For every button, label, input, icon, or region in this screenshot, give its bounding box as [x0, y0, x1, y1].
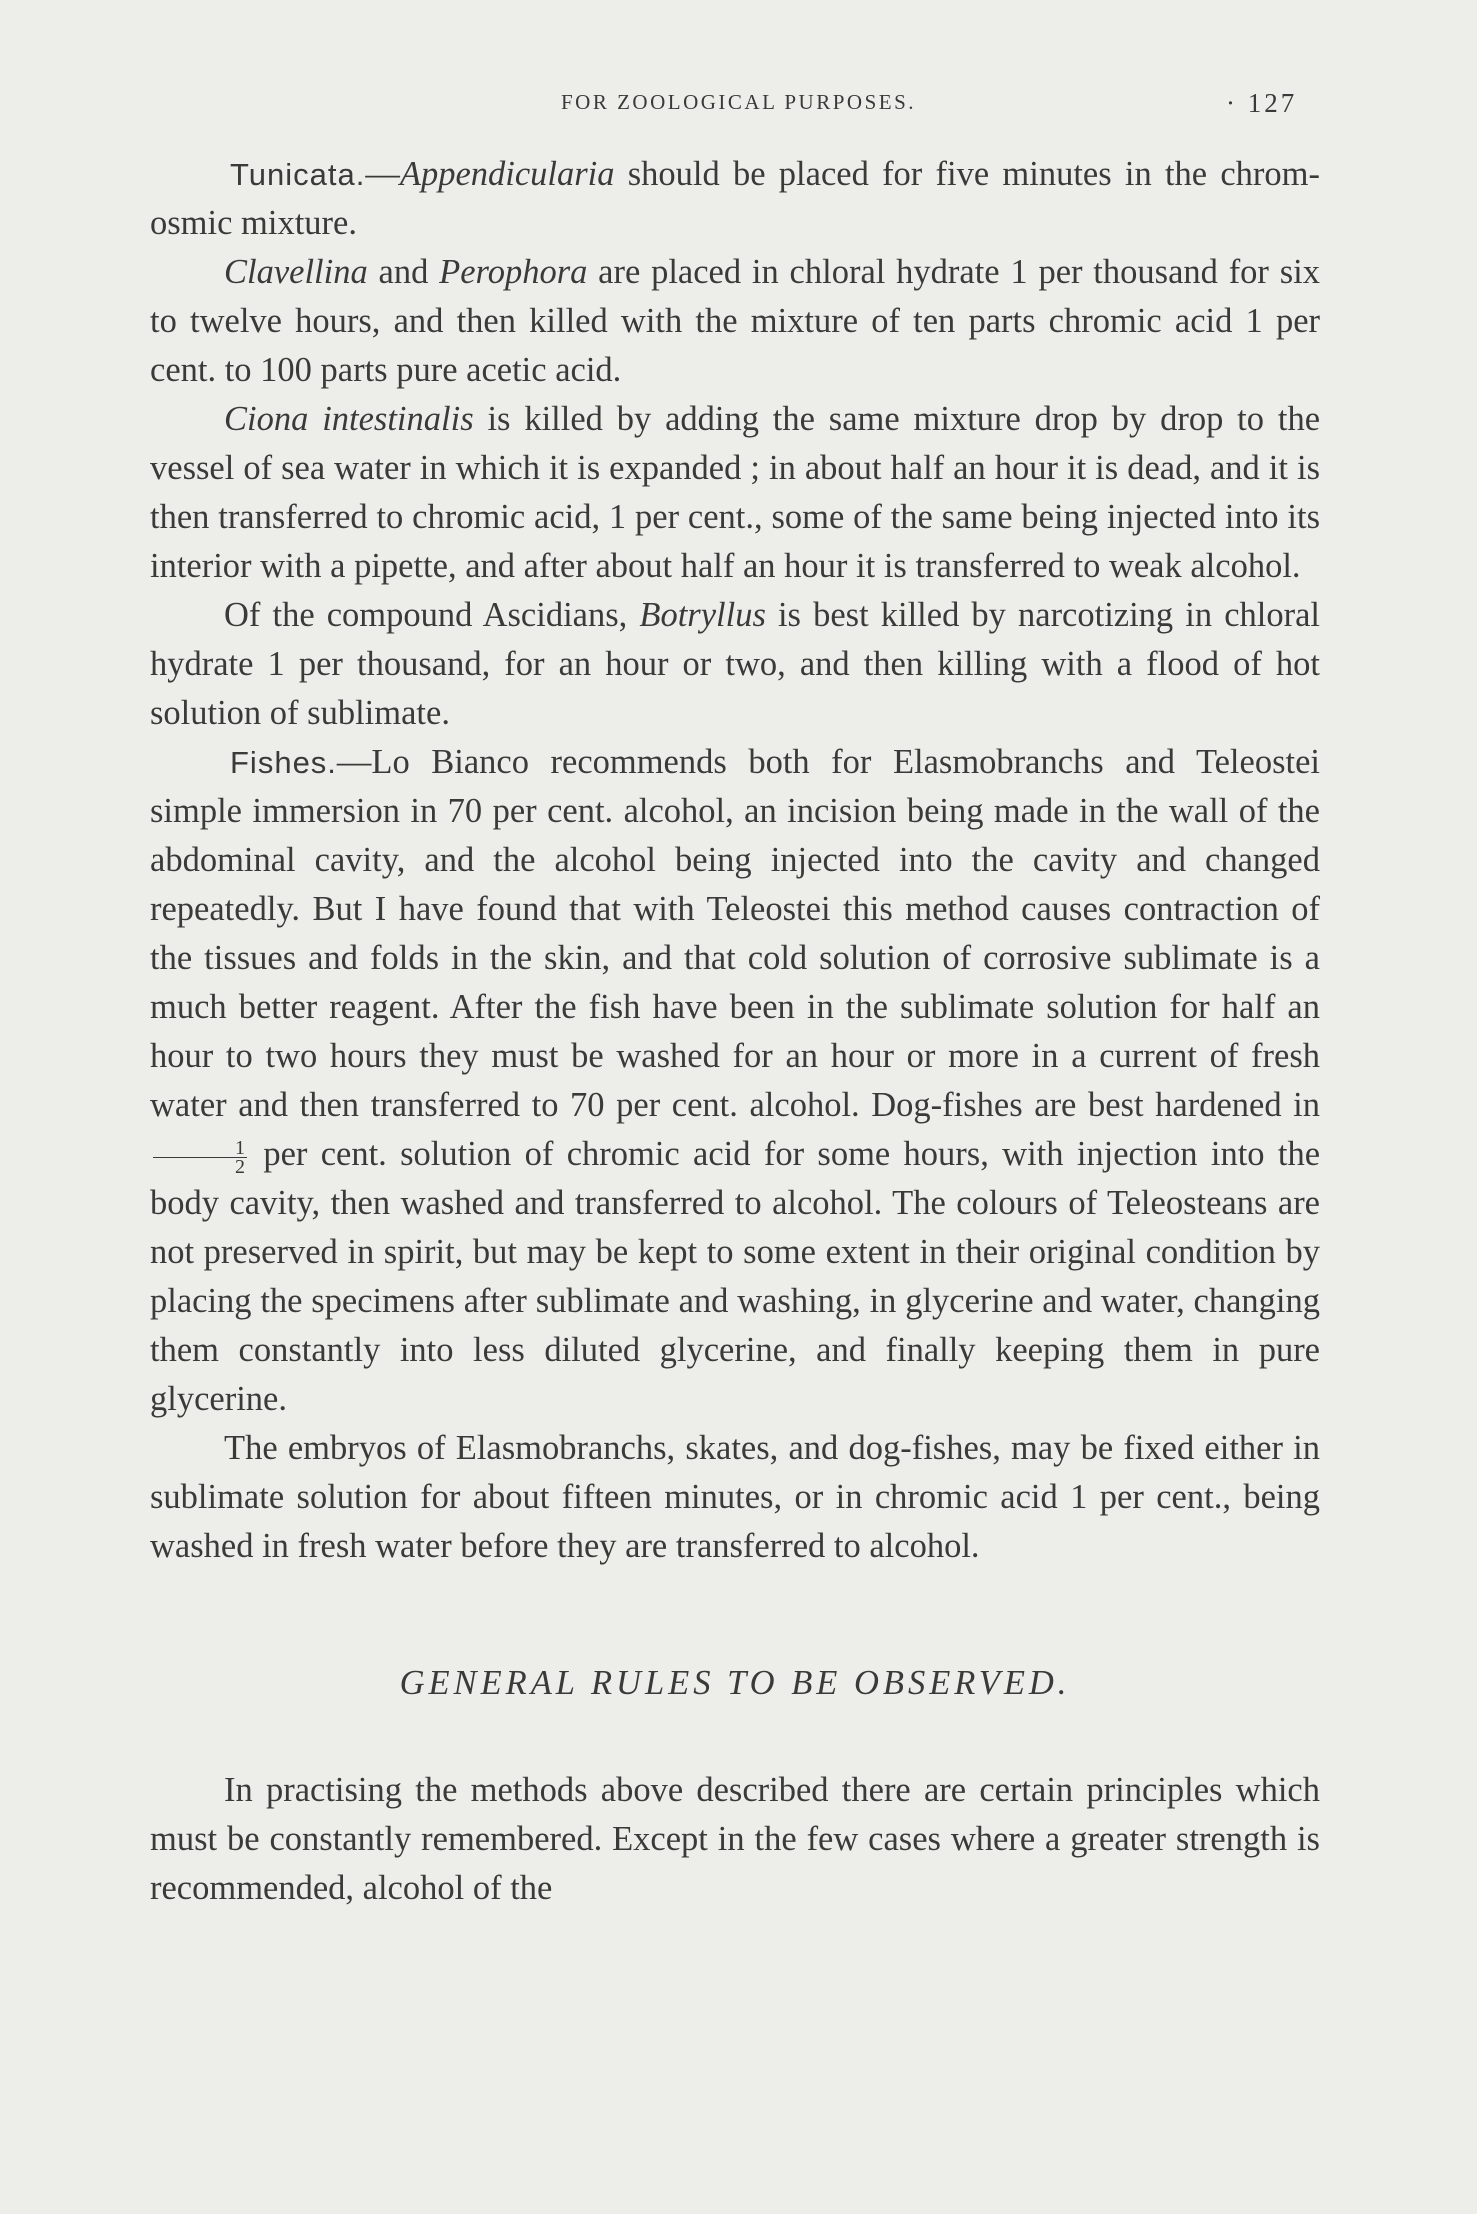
section-lead-tunicata: Tunicata. — [230, 157, 366, 192]
paragraph-text: —Lo Bianco recommends both for Elasmobranchs and Teleostei simple immersion in 70 per cent. alcohol, an incision being made in the wall of the abdominal cavity, and the alcohol being injected into the cavity and changed repeatedly. But I have found that with Teleostei this method causes contraction of the tissues and folds in the skin, and that cold solution of corrosive sublimate is a much better reagent. After the fish have been in the sublimate solution for half an hour to two hours they must be washed for an hour or more in a current of fresh water and then transferred to 70 per cent. alcohol. Dog-fishes are best hardened in — [150, 743, 1320, 1124]
paragraph-text: Of the compound Ascidians, — [224, 596, 640, 634]
paragraph-text: is killed by adding the same mixture drop by drop to the vessel of sea water in which it is expanded ; in about half an hour it is dead, and it is then transferred to chromic acid, 1 per cent., some of the same being injected into its interior with a pipette, and after about half an hour it is transferred to weak alcohol. — [150, 400, 1321, 585]
paragraph-embryos: The embryos of Elasmobranchs, skates, and dog-fishes, may be fixed either in sublimate solution for about fifteen minutes, or in chromic acid 1 per cent., being washed in fresh water before they are transferred to alcohol. — [150, 1429, 1320, 1565]
paragraph-fishes — [150, 738, 1320, 1424]
genus-name: Botryllus — [639, 596, 766, 634]
section-heading: GENERAL RULES TO BE OBSERVED. — [399, 1664, 1071, 1702]
paragraph-text: and — [367, 253, 440, 291]
fraction-numerator: 1 — [153, 1139, 247, 1158]
fraction-denominator: 2 — [235, 1155, 245, 1178]
paragraph-clavellina — [150, 248, 1320, 395]
paragraph-text: should be placed for five minutes in the chrom-osmic mixture. — [150, 155, 1320, 242]
section-lead-fishes: Fishes. — [230, 745, 337, 780]
paragraph-text: is best killed by narcotizing in chloral hydrate 1 per thousand, for an hour or two, and then killing with a flood of hot solution of sublimate. — [150, 596, 1320, 732]
paragraph-tunicata — [150, 150, 1320, 248]
paragraph-general-rules: In practising the methods above described there are certain principles which must be constantly remembered. Except in the few cases where a greater strength is recommended, alcohol of the — [150, 1771, 1320, 1907]
species-name: Ciona intestinalis — [224, 400, 474, 438]
running-head — [0, 84, 1477, 124]
paragraph-ciona — [150, 395, 1320, 591]
paragraph-text: are placed in chloral hydrate 1 per thousand for six to twelve hours, and then killed with the mixture of ten parts chromic acid 1 per cent. to 100 parts pure acetic acid. — [150, 253, 1320, 389]
page-number: · 127 — [1226, 88, 1298, 118]
paragraph-text: per cent. solution of chromic acid for some hours, with injection into the body cavity, then washed and transferred to alcohol. The colours of Teleosteans are not preserved in spirit, but may be kept to some extent in their original condition by placing the specimens after sublimate and washing, in glycerine and water, changing them constantly into less diluted glycerine, and finally keeping them in pure glycerine. — [150, 1135, 1321, 1418]
fraction-one-half — [153, 1136, 247, 1178]
genus-name: Clavellina — [224, 253, 368, 291]
running-title: FOR ZOOLOGICAL PURPOSES. — [560, 90, 916, 114]
genus-name: Perophora — [439, 253, 588, 291]
paragraph-compound-ascidians — [150, 591, 1320, 738]
dash: — — [365, 155, 400, 193]
body-text — [150, 150, 1320, 1913]
genus-name: Appendicularia — [399, 155, 615, 193]
